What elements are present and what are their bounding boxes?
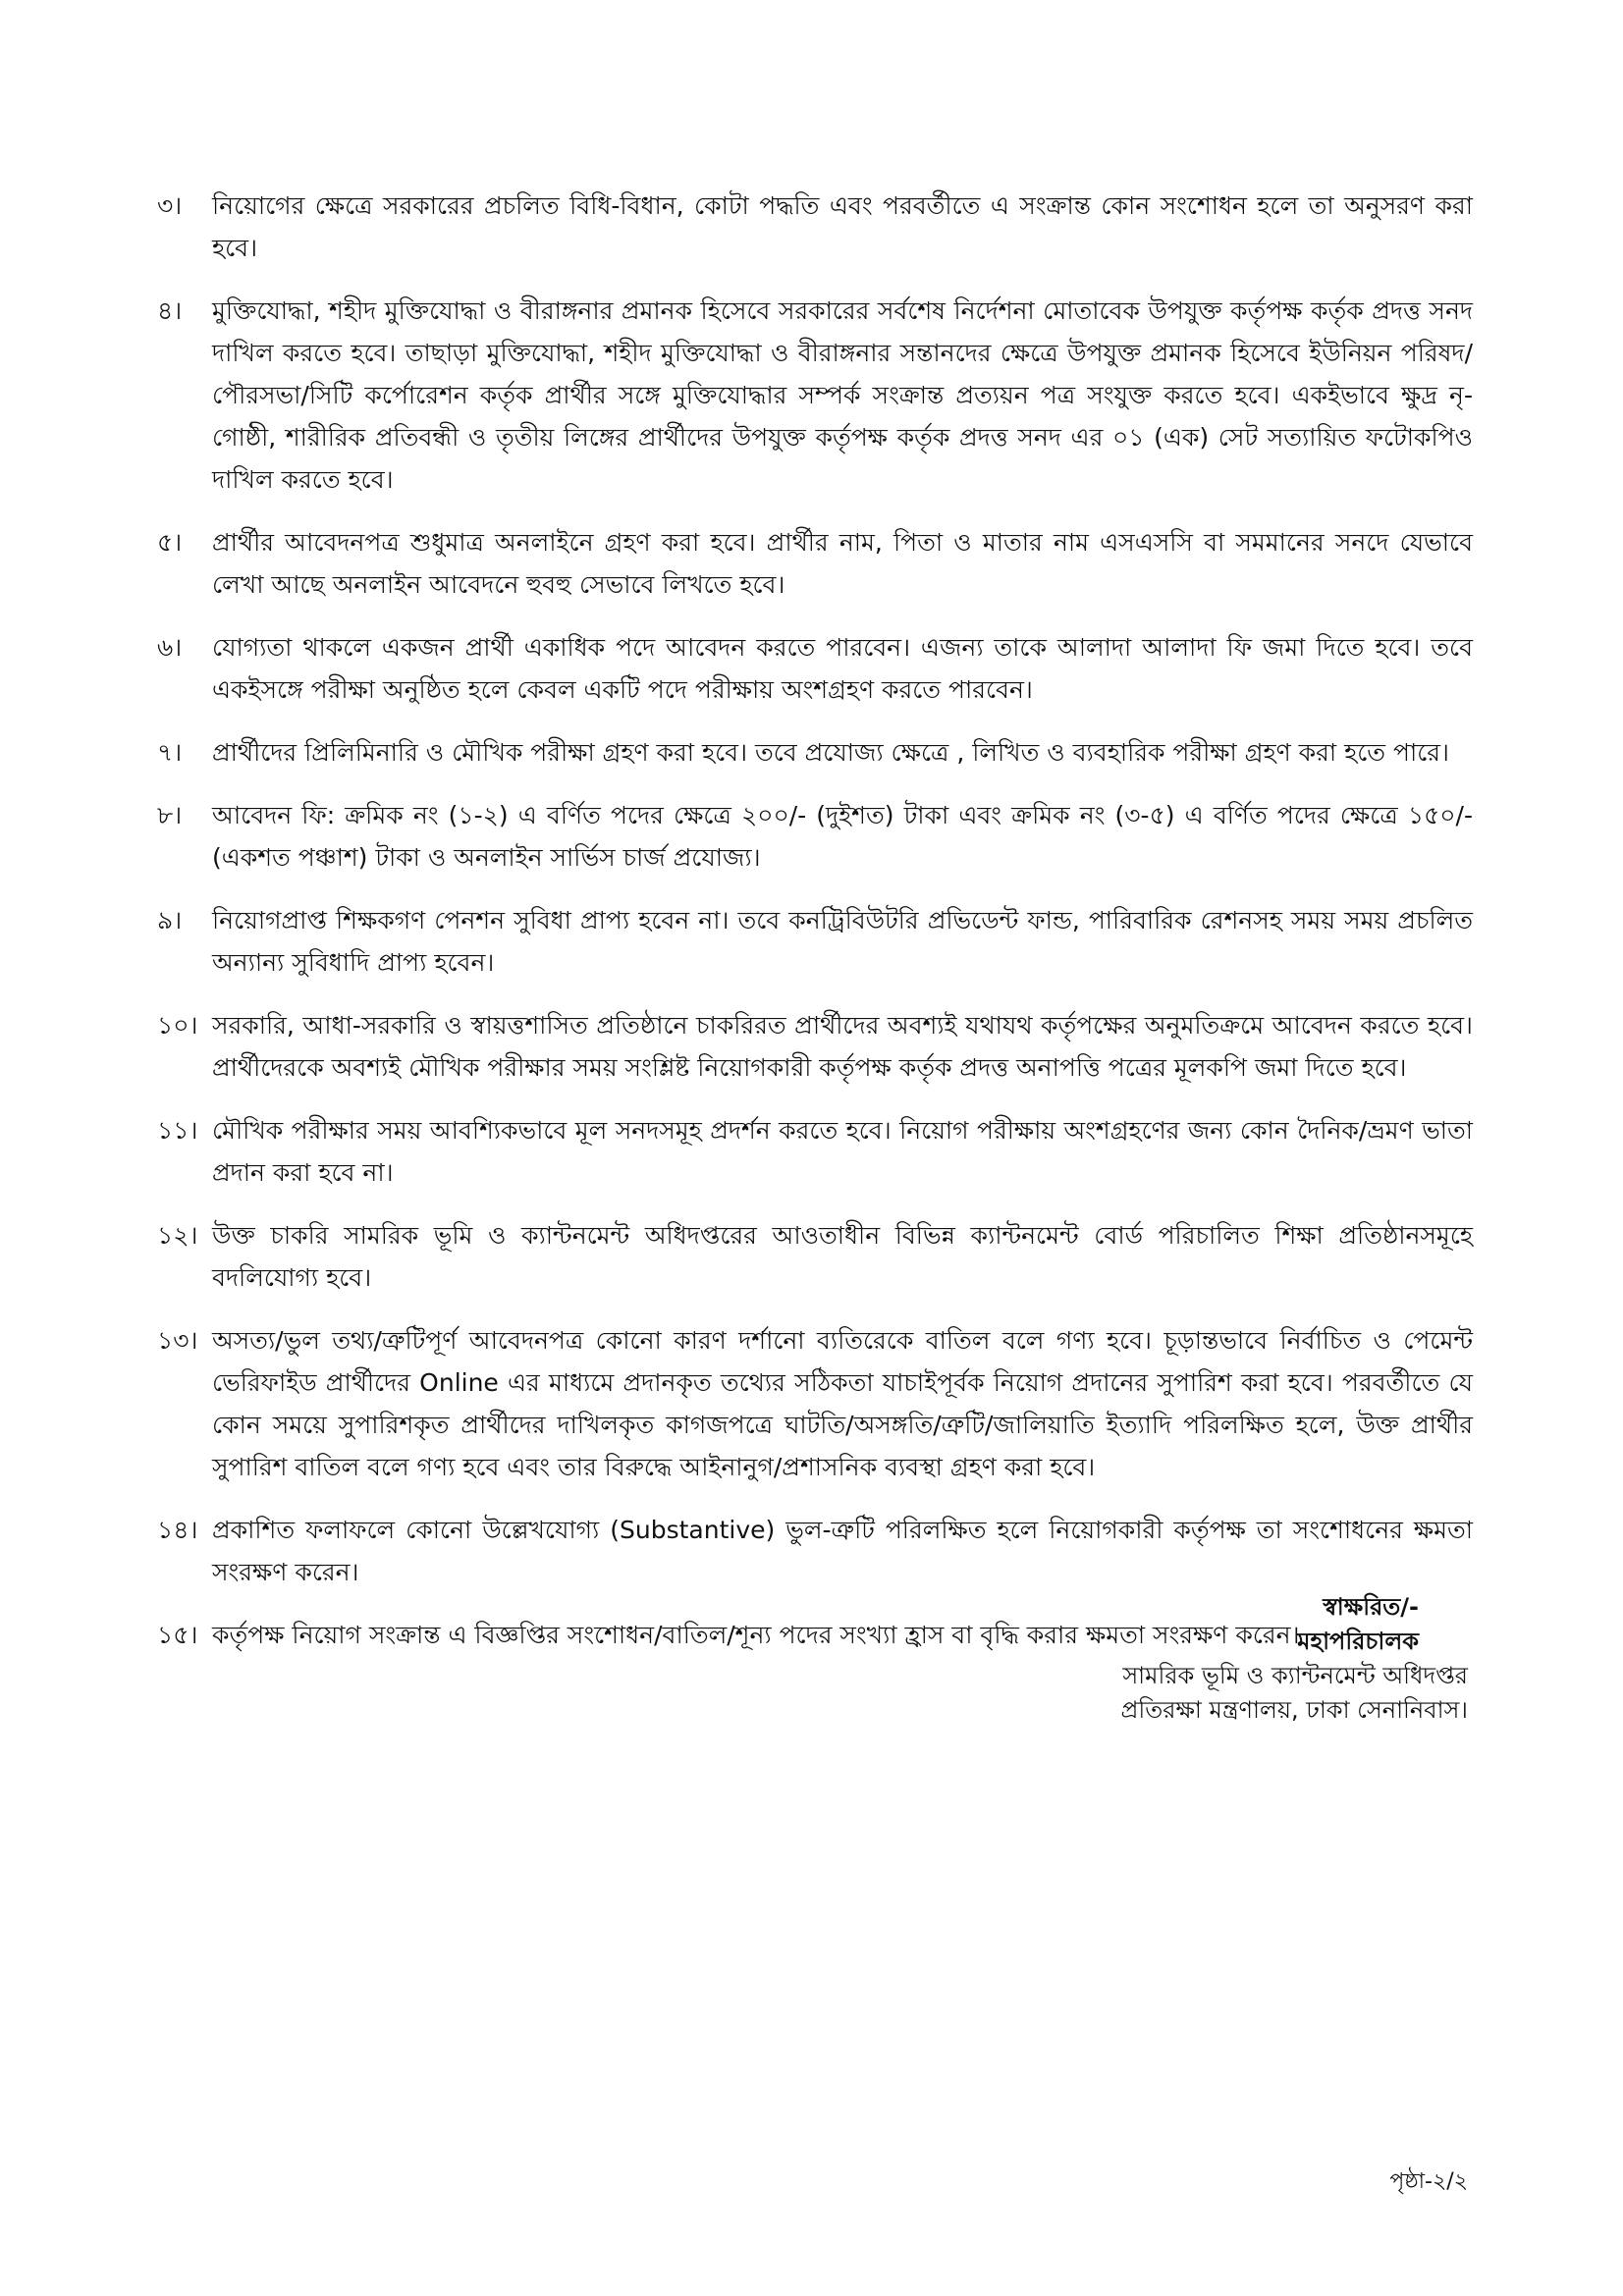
- signature-block: [918, 1590, 1468, 1728]
- clause-number: ৩।: [157, 191, 183, 220]
- clause-text: প্রকাশিত ফলাফলে কোনো উল্লেখযোগ্য (Substantive) ভুল-ত্রুটি পরিলক্ষিত হলে নিয়োগকারী কর্তৃপক্ষ তা সংশোধনের ক্ষমতা সংরক্ষণ করেন।: [212, 1516, 1473, 1586]
- clause-number: ১৩।: [157, 1326, 198, 1355]
- clause-item: [157, 521, 1473, 606]
- clause-text: প্রার্থীর আবেদনপত্র শুধুমাত্র অনলাইনে গ্রহণ করা হবে। প্রার্থীর নাম, পিতা ও মাতার নাম এসএসসি বা সমমানের সনদে যেভাবে লেখা আছে অনলাইন আবেদনে হুবহু সেভাবে লিখতে হবে।: [212, 528, 1473, 599]
- clause-text: আবেদন ফি: ক্রমিক নং (১-২) এ বর্ণিত পদের ক্ষেত্রে ২০০/- (দুইশত) টাকা এবং ক্রমিক নং (৩-৫) এ বর্ণিত পদের ক্ষেত্রে ১৫০/- (একশত পঞ্চাশ) টাকা ও অনলাইন সার্ভিস চার্জ প্রযোজ্য।: [212, 801, 1473, 872]
- clause-text: নিয়োগের ক্ষেত্রে সরকারের প্রচলিত বিধি-বিধান, কোটা পদ্ধতি এবং পরবর্তীতে এ সংক্রান্ত কোন সংশোধন হলে তা অনুসরণ করা হবে।: [212, 191, 1473, 262]
- clause-number: ১৫।: [157, 1621, 198, 1649]
- clause-text: নিয়োগপ্রাপ্ত শিক্ষকগণ পেনশন সুবিধা প্রাপ্য হবেন না। তবে কনট্রিবিউটরি প্রভিডেন্ট ফান্ড, পারিবারিক রেশনসহ সময় সময় প্রচলিত অন্যান্য সুবিধাদি প্রাপ্য হবেন।: [212, 906, 1473, 977]
- clause-text: কর্তৃপক্ষ নিয়োগ সংক্রান্ত এ বিজ্ঞপ্তির সংশোধন/বাতিল/শূন্য পদের সংখ্যা হ্রাস বা বৃদ্ধি করার ক্ষমতা সংরক্ষণ করেন।: [212, 1621, 1300, 1649]
- clause-text: যোগ্যতা থাকলে একজন প্রার্থী একাধিক পদে আবেদন করতে পারবেন। এজন্য তাকে আলাদা আলাদা ফি জমা দিতে হবে। তবে একইসঙ্গে পরীক্ষা অনুষ্ঠিত হলে কেবল একটি পদে পরীক্ষায় অংশগ্রহণ করতে পারবেন।: [212, 633, 1473, 704]
- designation: মহাপরিচালক: [1297, 1628, 1419, 1655]
- clause-item: [157, 1214, 1473, 1299]
- clause-text: মুক্তিযোদ্ধা, শহীদ মুক্তিযোদ্ধা ও বীরাঙ্গনার প্রমানক হিসেবে সরকারের সর্বশেষ নির্দেশনা মোতাবেক উপযুক্ত কর্তৃপক্ষ কর্তৃক প্রদত্ত সনদ দাখিল করতে হবে। তাছাড়া মুক্তিযোদ্ধা, শহীদ মুক্তিযোদ্ধা ও বীরাঙ্গনার সন্তানদের ক্ষেত্রে উপযুক্ত প্রমানক হিসেবে ইউনিয়ন পরিষদ/পৌরসভা/সিটি কর্পোরেশন কর্তৃক প্রার্থীর সঙ্গে মুক্তিযোদ্ধার সম্পর্ক সংক্রান্ত প্রত্যয়ন পত্র সংযুক্ত করতে হবে। একইভাবে ক্ষুদ্র নৃ-গোষ্ঠী, শারীরিক প্রতিবন্ধী ও তৃতীয় লিঙ্গের প্রার্থীদের উপযুক্ত কর্তৃপক্ষ কর্তৃক প্রদত্ত সনদ এর ০১ (এক) সেট সত্যায়িত ফটোকপিও দাখিল করতে হবে।: [212, 296, 1473, 494]
- clause-item: [157, 1319, 1473, 1488]
- clause-text: অসত্য/ভুল তথ্য/ত্রুটিপূর্ণ আবেদনপত্র কোনো কারণ দর্শানো ব্যতিরেকে বাতিল বলে গণ্য হবে। চূড়ান্তভাবে নির্বাচিত ও পেমেন্ট ভেরিফাইড প্রার্থীদের Online এর মাধ্যমে প্রদানকৃত তথ্যের সঠিকতা যাচাইপূর্বক নিয়োগ প্রদানের সুপারিশ করা হবে। পরবর্তীতে যে কোন সময়ে সুপারিশকৃত প্রার্থীদের দাখিলকৃত কাগজপত্রে ঘাটতি/অসঙ্গতি/ত্রুটি/জালিয়াতি ইত্যাদি পরিলক্ষিত হলে, উক্ত প্রার্থীর সুপারিশ বাতিল বলে গণ্য হবে এবং তার বিরুদ্ধে আইনানুগ/প্রশাসনিক ব্যবস্থা গ্রহণ করা হবে।: [212, 1326, 1473, 1481]
- ministry-name: প্রতিরক্ষা মন্ত্রণালয়, ঢাকা সেনানিবাস।: [1120, 1696, 1468, 1724]
- clause-item: [157, 794, 1473, 879]
- clause-number: ৫।: [157, 528, 183, 557]
- clause-text: মৌখিক পরীক্ষার সময় আবশ্যিকভাবে মূল সনদসমূহ প্রদর্শন করতে হবে। নিয়োগ পরীক্ষায় অংশগ্রহণের জন্য কোন দৈনিক/ভ্রমণ ভাতা প্রদান করা হবে না।: [212, 1116, 1473, 1187]
- clause-number: ৮।: [157, 801, 183, 829]
- clause-text: সরকারি, আধা-সরকারি ও স্বায়ত্তশাসিত প্রতিষ্ঠানে চাকরিরত প্রার্থীদের অবশ্যই যথাযথ কর্তৃপক্ষের অনুমতিক্রমে আবেদন করতে হবে। প্রার্থীদেরকে অবশ্যই মৌখিক পরীক্ষার সময় সংশ্লিষ্ট নিয়োগকারী কর্তৃপক্ষ কর্তৃক প্রদত্ত অনাপত্তি পত্রের মূলকপি জমা দিতে হবে।: [212, 1011, 1473, 1082]
- clause-number: ৪।: [157, 296, 183, 325]
- clause-item: [157, 1004, 1473, 1089]
- clause-item: [157, 185, 1473, 269]
- office-name: সামরিক ভূমি ও ক্যান্টনমেন্ট অধিদপ্তর: [1122, 1662, 1468, 1689]
- clause-number: ৬।: [157, 633, 183, 662]
- clause-item: [157, 731, 1473, 774]
- clause-number: ১২।: [157, 1221, 198, 1250]
- page-number: পৃষ্ঠা-২/২: [1389, 2169, 1468, 2194]
- clause-list: [157, 185, 1473, 1677]
- clause-item: [157, 1109, 1473, 1194]
- clause-text: প্রার্থীদের প্রিলিমিনারি ও মৌখিক পরীক্ষা গ্রহণ করা হবে। তবে প্রযোজ্য ক্ষেত্রে , লিখিত ও ব্যবহারিক পরীক্ষা গ্রহণ করা হতে পারে।: [212, 738, 1449, 767]
- clause-item: [157, 899, 1473, 984]
- signed-label: স্বাক্ষরিত/-: [1323, 1593, 1419, 1621]
- clause-number: ৯।: [157, 906, 183, 934]
- clause-item: [157, 1509, 1473, 1593]
- clause-number: ১১।: [157, 1116, 198, 1145]
- clause-item: [157, 626, 1473, 711]
- clause-item: [157, 290, 1473, 501]
- clause-number: ৭।: [157, 738, 183, 767]
- clause-number: ১৪।: [157, 1516, 198, 1544]
- clause-number: ১০।: [157, 1011, 198, 1040]
- clause-text: উক্ত চাকরি সামরিক ভূমি ও ক্যান্টনমেন্ট অধিদপ্তরের আওতাধীন বিভিন্ন ক্যান্টনমেন্ট বোর্ড পরিচালিত শিক্ষা প্রতিষ্ঠানসমূহে বদলিযোগ্য হবে।: [212, 1221, 1473, 1292]
